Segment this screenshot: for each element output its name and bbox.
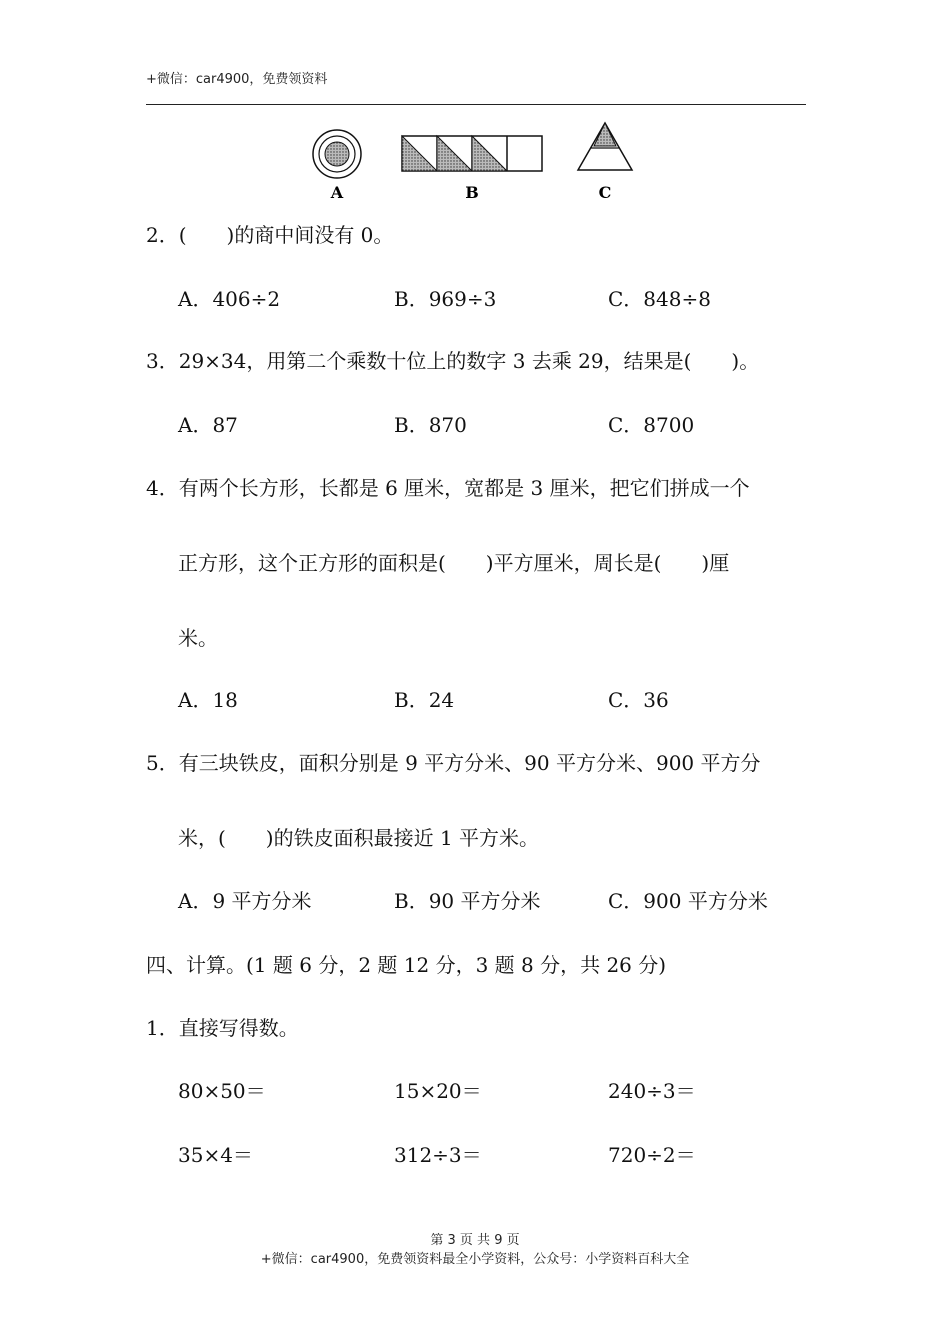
squares-with-triangles-icon bbox=[402, 136, 542, 171]
section-title: 四、计算。(1 题 6 分，2 题 12 分，3 题 8 分，共 26 分) bbox=[146, 953, 667, 977]
q3-option-c: C．8700 bbox=[608, 413, 695, 437]
question-2: 2．( )的商中间没有 0。 bbox=[146, 223, 394, 247]
q2-option-b: B．969÷3 bbox=[394, 287, 497, 311]
footer-note: +微信：car4900，免费领资料最全小学资料，公众号：小学资料百科大全 bbox=[260, 1252, 690, 1267]
q3-option-b: B．870 bbox=[394, 413, 467, 437]
q4-option-b: B．24 bbox=[394, 688, 455, 712]
q5-option-c: C．900 平方分米 bbox=[608, 889, 768, 913]
q3-option-a: A．87 bbox=[178, 413, 238, 437]
q2-option-c: C．848÷8 bbox=[608, 287, 711, 311]
q2-option-a: A．406÷2 bbox=[178, 287, 281, 311]
q5-option-b: B．90 平方分米 bbox=[394, 889, 541, 913]
calc-item: 720÷2＝ bbox=[608, 1143, 696, 1167]
figure-label-c: C bbox=[598, 183, 612, 202]
question-4-line-3: 米。 bbox=[178, 626, 218, 650]
calc-item: 35×4＝ bbox=[178, 1143, 253, 1167]
triangle-icon bbox=[578, 123, 632, 170]
calc-item: 80×50＝ bbox=[178, 1079, 266, 1103]
page-number: 第 3 页 共 9 页 bbox=[430, 1233, 520, 1248]
question-5-line-1: 5．有三块铁皮，面积分别是 9 平方分米、90 平方分米、900 平方分 bbox=[146, 751, 761, 775]
question-3: 3．29×34，用第二个乘数十位上的数字 3 去乘 29，结果是( )。 bbox=[146, 349, 760, 373]
question-5-line-2: 米，( )的铁皮面积最接近 1 平方米。 bbox=[178, 826, 540, 850]
q5-option-a: A．9 平方分米 bbox=[178, 889, 312, 913]
q4-option-c: C．36 bbox=[608, 688, 669, 712]
question-4-line-1: 4．有两个长方形，长都是 6 厘米，宽都是 3 厘米，把它们拼成一个 bbox=[146, 476, 750, 500]
calc-item: 312÷3＝ bbox=[394, 1143, 482, 1167]
calc-item: 240÷3＝ bbox=[608, 1079, 696, 1103]
question-4-line-2: 正方形，这个正方形的面积是( )平方厘米，周长是( )厘 bbox=[178, 551, 730, 575]
header-divider bbox=[146, 104, 806, 105]
q4-option-a: A．18 bbox=[178, 688, 238, 712]
figures bbox=[300, 118, 650, 204]
section-subtitle: 1．直接写得数。 bbox=[146, 1016, 299, 1040]
header-note: +微信：car4900，免费领资料 bbox=[146, 72, 328, 87]
calc-item: 15×20＝ bbox=[394, 1079, 482, 1103]
figure-label-b: B bbox=[465, 183, 479, 202]
ring-circle-icon bbox=[313, 130, 361, 178]
figure-label-a: A bbox=[330, 183, 344, 202]
